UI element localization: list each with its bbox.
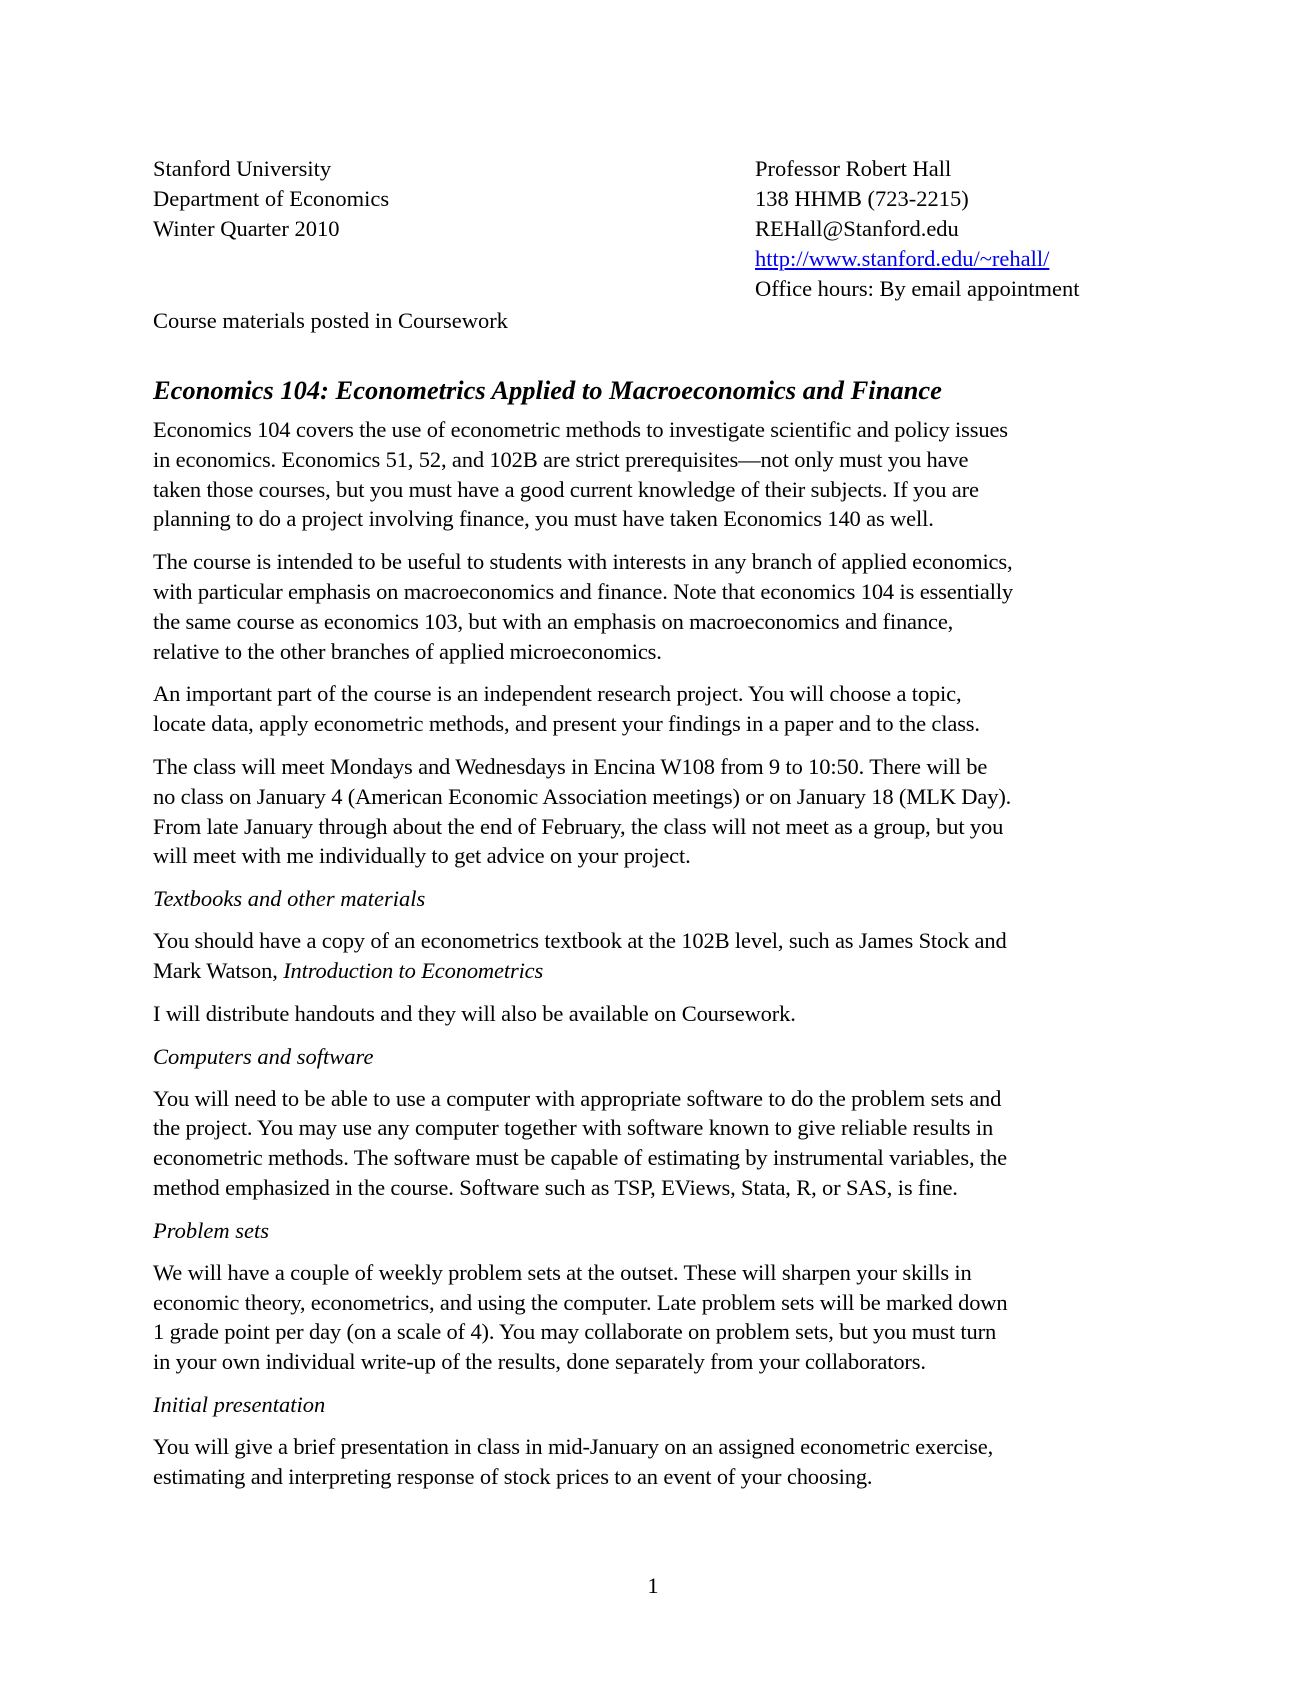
text-line: We will have a couple of weekly problem sets at the outset. These will sharpen your skills in [153, 1259, 972, 1285]
section-heading-computers: Computers and software [153, 1043, 374, 1069]
text-line: You will need to be able to use a computer with appropriate software to do the problem sets and [153, 1085, 1002, 1111]
university-name: Stanford University [153, 156, 332, 181]
main-content [153, 373, 1153, 1505]
instructor-block [755, 154, 1080, 304]
text-line: locate data, apply econometric methods, and present your findings in a paper and to the class. [153, 711, 980, 737]
text-line: You should have a copy of an econometrics textbook at the 102B level, such as James Stock and [153, 928, 1007, 954]
text-line: relative to the other branches of applied microeconomics. [153, 638, 662, 664]
initial-presentation-paragraph [153, 1432, 1153, 1492]
text-line: taken those courses, but you must have a good current knowledge of their subjects. If you are [153, 476, 979, 502]
computers-paragraph [153, 1084, 1153, 1203]
text-fragment: Mark Watson, [153, 957, 284, 983]
section-heading-problem-sets: Problem sets [153, 1217, 270, 1243]
text-line: in your own individual write-up of the results, done separately from your collaborators. [153, 1349, 926, 1375]
intro-paragraph-purpose [153, 547, 1153, 666]
book-title: Introduction to Econometrics [283, 957, 544, 983]
course-materials-note: Course materials posted in Coursework [153, 308, 508, 333]
text-line: the project. You may use any computer together with software known to give reliable results in [153, 1115, 994, 1141]
intro-paragraph-project [153, 679, 1153, 739]
problem-sets-paragraph [153, 1258, 1153, 1377]
text-line: estimating and interpreting response of stock prices to an event of your choosing. [153, 1463, 873, 1489]
text-line [153, 956, 1153, 986]
section-heading-initial-presentation: Initial presentation [153, 1391, 326, 1417]
text-line: economic theory, econometrics, and using the computer. Late problem sets will be marked down [153, 1289, 1008, 1315]
text-line: econometric methods. The software must be capable of estimating by instrumental variables, the [153, 1145, 1007, 1171]
text-line: with particular emphasis on macroeconomics and finance. Note that economics 104 is essentially [153, 578, 1014, 604]
text-line: the same course as economics 103, but with an emphasis on macroeconomics and finance, [153, 608, 954, 634]
intro-paragraph-description [153, 415, 1153, 534]
intro-paragraph-schedule [153, 752, 1153, 871]
course-title: Economics 104: Econometrics Applied to Macroeconomics and Finance [153, 375, 942, 405]
email-address: REHall@Stanford.edu [755, 216, 959, 241]
text-line: in economics. Economics 51, 52, and 102B are strict prerequisites—not only must you have [153, 446, 969, 472]
text-line: Economics 104 covers the use of econometric methods to investigate scientific and policy issues [153, 417, 1008, 442]
textbooks-paragraph [153, 926, 1153, 986]
handouts-paragraph [153, 999, 1153, 1029]
text-line: method emphasized in the course. Software such as TSP, EViews, Stata, R, or SAS, is fine. [153, 1174, 958, 1200]
text-line: An important part of the course is an independent research project. You will choose a topic, [153, 681, 962, 707]
website-link[interactable]: http://www.stanford.edu/~rehall/ [755, 246, 1050, 271]
institution-block [153, 154, 389, 244]
page-number: 1 [647, 1573, 659, 1598]
text-line: You will give a brief presentation in class in mid-January on an assigned econometric exercise, [153, 1433, 994, 1459]
professor-name: Professor Robert Hall [755, 156, 952, 181]
text-line: The course is intended to be useful to students with interests in any branch of applied economics, [153, 549, 1013, 575]
text-line: planning to do a project involving finance, you must have taken Economics 140 as well. [153, 506, 934, 532]
department-name: Department of Economics [153, 186, 390, 211]
text-line: I will distribute handouts and they will also be available on Coursework. [153, 1000, 796, 1026]
text-line: will meet with me individually to get advice on your project. [153, 843, 691, 869]
office-location: 138 HHMB (723-2215) [755, 186, 969, 211]
office-hours: Office hours: By email appointment [755, 276, 1080, 301]
text-line: From late January through about the end of February, the class will not meet as a group, but you [153, 813, 1004, 839]
quarter-term: Winter Quarter 2010 [153, 216, 340, 241]
text-line: The class will meet Mondays and Wednesdays in Encina W108 from 9 to 10:50. There will be [153, 753, 988, 779]
text-line: no class on January 4 (American Economic Association meetings) or on January 18 (MLK Day). [153, 783, 1012, 809]
section-heading-textbooks: Textbooks and other materials [153, 886, 426, 912]
text-line: 1 grade point per day (on a scale of 4). You may collaborate on problem sets, but you must turn [153, 1319, 997, 1345]
